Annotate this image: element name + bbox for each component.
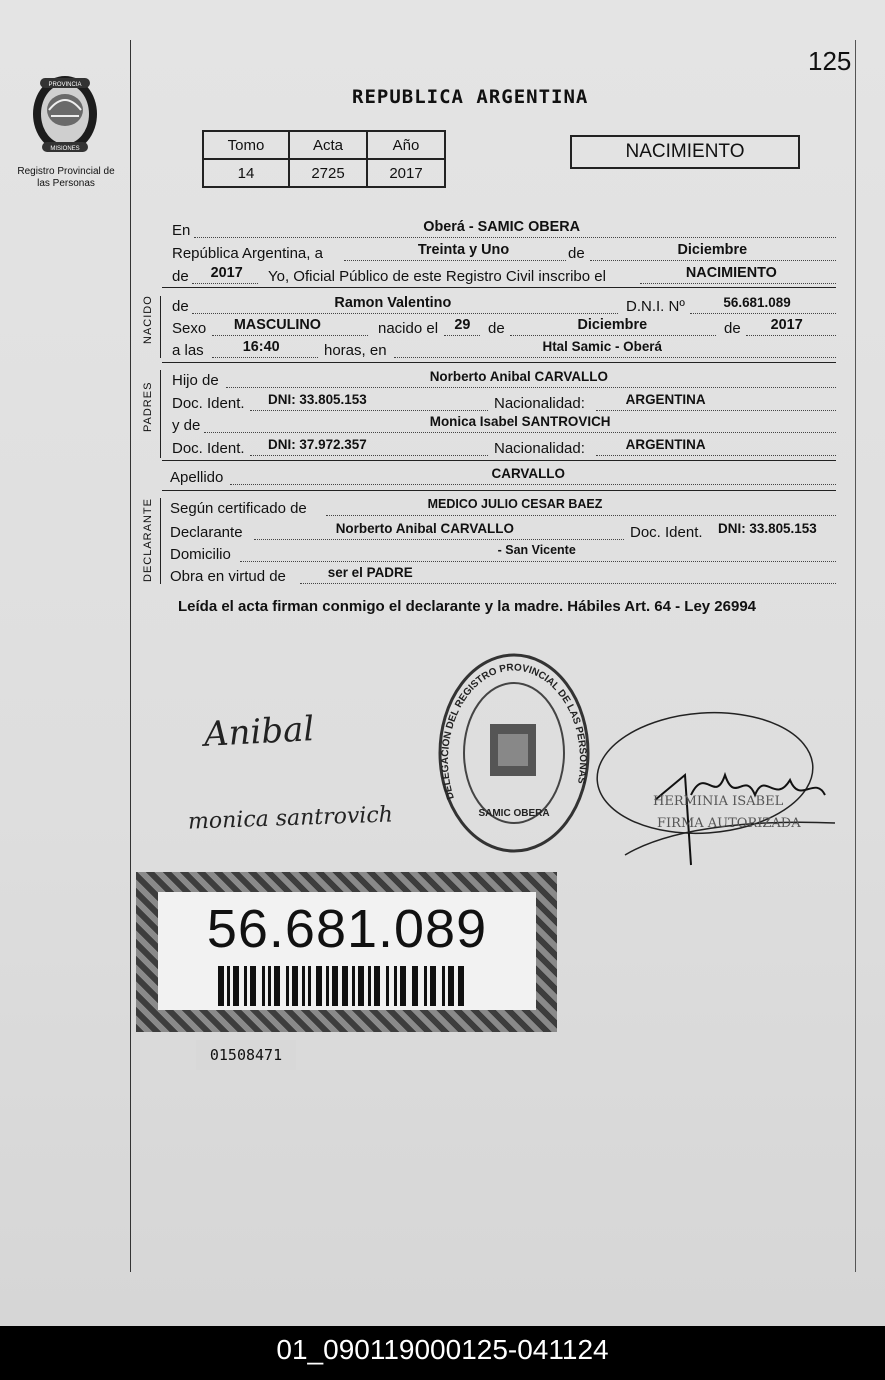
official-stamp-line1: HERMINIA ISABEL xyxy=(653,794,784,809)
declarante-doc: DNI: 33.805.153 xyxy=(718,520,817,536)
row-en xyxy=(172,218,836,242)
birth-year: 2017 xyxy=(770,316,803,333)
birth-month: Diciembre xyxy=(577,316,648,333)
mother-nationality: ARGENTINA xyxy=(625,436,706,452)
acta-header: Acta xyxy=(289,131,367,159)
decl-doc-label: Doc. Ident. xyxy=(630,524,703,541)
dni-label: D.N.I. Nº xyxy=(626,298,685,315)
birth-day: 29 xyxy=(454,316,471,333)
registry-table xyxy=(202,130,446,188)
official-signature xyxy=(595,705,845,885)
mother-doc-label: Doc. Ident. xyxy=(172,440,245,457)
row-sex xyxy=(172,316,836,340)
declarante-section-label: DECLARANTE xyxy=(142,498,154,582)
acta-value: 2725 xyxy=(289,159,367,187)
sexo-label: Sexo xyxy=(172,320,207,337)
official-stamp-line2: FIRMA AUTORIZADA xyxy=(657,816,801,831)
apellido-label: Apellido xyxy=(170,469,224,486)
anio-header: Año xyxy=(367,131,445,159)
registry-name: Registro Provincial de las Personas xyxy=(17,166,115,189)
place-value: Oberá - SAMIC OBERA xyxy=(423,218,581,235)
tomo-value: 14 xyxy=(203,159,289,187)
row-mother-doc xyxy=(172,436,836,460)
mother-doc: DNI: 37.972.357 xyxy=(268,436,367,452)
y-de-label: y de xyxy=(172,417,201,434)
signature-father: Anibal xyxy=(203,709,316,755)
closing-note: Leída el acta firman conmigo el declarante y la madre. Hábiles Art. 64 - Ley 26994 xyxy=(178,598,757,615)
en-label: En xyxy=(172,222,191,239)
row-father xyxy=(172,368,836,392)
seal-inner-text: SAMIC OBERA xyxy=(478,808,550,819)
de-label: de xyxy=(568,245,585,262)
page-number: 125 xyxy=(808,46,852,76)
official-text: Yo, Oficial Público de este Registro Civil inscribo el xyxy=(268,268,606,285)
row-mother xyxy=(172,413,836,437)
father-nationality: ARGENTINA xyxy=(625,391,706,407)
svg-text:PROVINCIA: PROVINCIA xyxy=(48,82,82,88)
anio-value: 2017 xyxy=(367,159,445,187)
row-date xyxy=(172,241,836,265)
dni-sticker-inner xyxy=(158,892,536,1010)
left-margin-line xyxy=(130,40,131,1272)
padres-section-label: PADRES xyxy=(142,381,154,432)
father-name: Norberto Anibal CARVALLO xyxy=(429,368,608,384)
birth-place: Htal Samic - Oberá xyxy=(542,338,663,354)
seal-text: DELEGACION DEL REGISTRO PROVINCIAL DE LAS PERSONAS xyxy=(439,662,589,801)
cert-label: Según certificado de xyxy=(170,500,307,517)
republic-label: República Argentina, a xyxy=(172,245,323,262)
de-label-3: de xyxy=(724,320,741,337)
serial-number: 01508471 xyxy=(196,1040,296,1070)
cert-value: MEDICO JULIO CESAR BAEZ xyxy=(427,496,603,511)
alas-label: a las xyxy=(172,342,204,359)
child-name: Ramon Valentino xyxy=(334,294,452,311)
nacido-de-label: de xyxy=(172,298,189,315)
mother-nat-label: Nacionalidad: xyxy=(494,440,585,457)
declarante-label: Declarante xyxy=(170,524,243,541)
svg-text:MISIONES: MISIONES xyxy=(50,146,80,152)
row-declarante xyxy=(170,520,834,544)
row-cert xyxy=(170,496,834,520)
row-year xyxy=(172,264,836,288)
sexo-value: MASCULINO xyxy=(233,316,322,333)
right-margin-line xyxy=(855,40,856,1272)
dni-sticker-number: 56.681.089 xyxy=(206,899,488,959)
registry-seal xyxy=(434,648,594,858)
nacido-section-label: NACIDO xyxy=(142,295,154,344)
nacido-el-label: nacido el xyxy=(378,320,439,337)
domicilio-label: Domicilio xyxy=(170,546,231,563)
birth-time: 16:40 xyxy=(242,338,280,355)
mother-name: Monica Isabel SANTROVICH xyxy=(429,413,611,429)
father-nat-label: Nacionalidad: xyxy=(494,395,585,412)
signature-mother: monica santrovich xyxy=(187,802,394,835)
father-doc: DNI: 33.805.153 xyxy=(268,391,367,407)
province-crest-logo xyxy=(26,70,104,160)
hijo-de-label: Hijo de xyxy=(172,372,219,389)
row-father-doc xyxy=(172,391,836,415)
month-value: Diciembre xyxy=(677,241,748,258)
row-domicilio xyxy=(170,542,834,566)
de-label-2: de xyxy=(488,320,505,337)
footer-code: 01_090119000125-041124 xyxy=(0,1326,885,1380)
document-title: REPUBLICA ARGENTINA xyxy=(352,86,589,108)
father-doc-label: Doc. Ident. xyxy=(172,395,245,412)
domicilio-value: - San Vicente xyxy=(497,542,576,557)
tomo-header: Tomo xyxy=(203,131,289,159)
horas-label: horas, en xyxy=(324,342,387,359)
row-time xyxy=(172,338,836,362)
child-dni: 56.681.089 xyxy=(723,294,791,310)
obra-value: ser el PADRE xyxy=(327,564,413,580)
de2-label: de xyxy=(172,268,189,285)
document-type-box: NACIMIENTO xyxy=(570,135,800,169)
row-apellido xyxy=(170,465,836,489)
row-obra xyxy=(170,564,834,588)
row-name xyxy=(172,294,836,318)
declarante-value: Norberto Anibal CARVALLO xyxy=(335,520,514,536)
day-words: Treinta y Uno xyxy=(417,241,510,258)
barcode xyxy=(218,966,468,1006)
year-value: 2017 xyxy=(210,264,243,281)
obra-label: Obra en virtud de xyxy=(170,568,286,585)
dni-sticker xyxy=(136,872,557,1032)
event-value: NACIMIENTO xyxy=(685,264,777,281)
apellido-value: CARVALLO xyxy=(491,465,565,481)
